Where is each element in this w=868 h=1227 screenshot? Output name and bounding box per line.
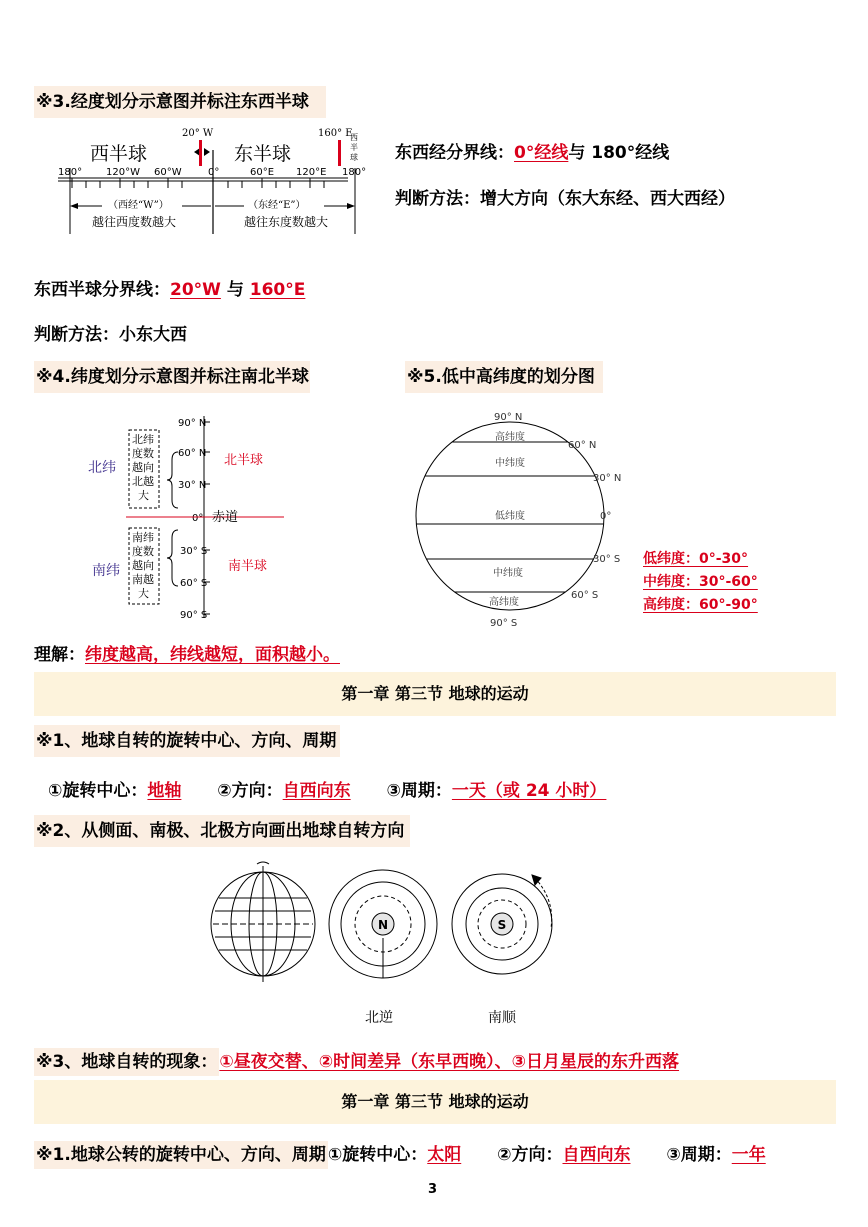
caption-south-clockwise: 南顺 xyxy=(488,1010,516,1026)
zone-top-90n: 90° N xyxy=(494,412,523,423)
legend-mid: 中纬度：30°-60° xyxy=(643,574,758,590)
revolution-center-value: 太阳 xyxy=(427,1145,462,1165)
rotation-direction-value: 自西向东 xyxy=(282,781,351,801)
meridian-boundary-line: 东西经分界线：0°经线与 180°经线 xyxy=(395,143,670,163)
lat-tick-0: 0° xyxy=(192,513,204,524)
zone-high-south: 高纬度 xyxy=(489,597,519,608)
tick-180w: 180° xyxy=(58,167,83,178)
hemisphere-boundary-line: 东西半球分界线：20°W 与 160°E xyxy=(34,280,306,300)
rotation-heading: ※1、地球自转的旋转中心、方向、周期 xyxy=(34,725,340,757)
tick-120w: 120°W xyxy=(106,167,140,178)
svg-text:度数: 度数 xyxy=(132,545,154,558)
equator-label: 赤道 xyxy=(212,510,239,525)
zone-bottom-90s: 90° S xyxy=(490,618,518,629)
east-bracket-label: （东经“E”） xyxy=(248,200,306,211)
lat-tick-90s: 90° S xyxy=(180,610,208,621)
lat-tick-60n: 60° N xyxy=(178,448,207,459)
longitude-heading: ※3.经度划分示意图并标注东西半球 xyxy=(34,86,326,118)
chapter-banner-2: 第一章 第三节 地球的运动 xyxy=(34,1080,836,1124)
svg-text:大: 大 xyxy=(138,489,149,502)
southern-hemisphere-label: 南半球 xyxy=(228,559,268,574)
zone-high-north: 高纬度 xyxy=(495,432,525,443)
east-hemisphere-label: 东半球 xyxy=(234,143,292,165)
rotation-facts: ①旋转中心：地轴 ②方向：自西向东 ③周期：一天（或 24 小时） xyxy=(48,781,607,801)
svg-text:大: 大 xyxy=(138,587,149,600)
draw-direction-heading: ※2、从侧面、南极、北极方向画出地球自转方向 xyxy=(34,815,410,847)
svg-text:南纬: 南纬 xyxy=(132,531,154,544)
west-rule: 越往西度数越大 xyxy=(92,215,177,229)
revolution-direction-value: 自西向东 xyxy=(562,1145,631,1165)
understanding-line: 理解：纬度越高，纬线越短，面积越小。 xyxy=(34,645,340,665)
lat-tick-90n: 90° N xyxy=(178,418,207,429)
svg-text:度数: 度数 xyxy=(132,447,154,460)
scale-ticks xyxy=(72,178,324,188)
lat-tick-60s: 60° S xyxy=(180,578,208,589)
revolution-line: ※1.地球公转的旋转中心、方向、周期 ①旋转中心：太阳 ②方向：自西向东 ③周期：一年 xyxy=(34,1140,766,1165)
lat-tick-30s: 30° S xyxy=(180,546,208,557)
caption-north-counterclockwise: 北逆 xyxy=(365,1010,393,1026)
zone-tick-30n: 30° N xyxy=(593,473,622,484)
svg-text:越向: 越向 xyxy=(132,461,154,474)
west-hemisphere-label: 西半球 xyxy=(90,143,148,165)
svg-text:南越: 南越 xyxy=(132,573,154,586)
zone-mid-north: 中纬度 xyxy=(495,458,525,469)
zone-mid-south: 中纬度 xyxy=(493,568,523,579)
boundary-160e-bar xyxy=(338,140,341,166)
svg-text:半: 半 xyxy=(350,143,358,152)
north-rule-text xyxy=(132,432,154,502)
tick-60w: 60°W xyxy=(154,167,182,178)
side-note-vertical xyxy=(350,133,358,162)
rotation-diagrams xyxy=(205,858,555,994)
zone-tick-60n: 60° N xyxy=(568,440,597,451)
phenomena-line xyxy=(34,1047,679,1072)
svg-text:北越: 北越 xyxy=(132,475,154,488)
south-rule-text xyxy=(132,530,154,600)
north-latitude-label: 北纬 xyxy=(88,460,116,476)
zone-low: 低纬度 xyxy=(495,511,525,522)
west-bracket-label: （西经“W”） xyxy=(108,200,169,211)
zone-tick-0: 0° xyxy=(600,511,612,522)
latitude-zones-diagram xyxy=(406,404,636,634)
hemisphere-judge-method: 判断方法：小东大西 xyxy=(34,325,187,345)
longitude-diagram xyxy=(58,126,368,238)
latitude-heading: ※4.纬度划分示意图并标注南北半球 xyxy=(34,361,310,393)
zones-heading: ※5.低中高纬度的划分图 xyxy=(405,361,603,393)
page-number: 3 xyxy=(428,1182,438,1197)
tick-120e: 120°E xyxy=(296,167,327,178)
south-pole-letter: S xyxy=(497,918,507,932)
phenomena-value: ①昼夜交替、②时间差异（东早西晚）、③日月星辰的东升西落 xyxy=(219,1052,680,1072)
chapter-banner-1: 第一章 第三节 地球的运动 xyxy=(34,672,836,716)
latitude-diagram xyxy=(84,408,294,628)
tick-0: 0° xyxy=(208,167,220,178)
zone-tick-60s: 60° S xyxy=(571,590,599,601)
svg-text:球: 球 xyxy=(350,153,358,162)
legend-low: 低纬度：0°-30° xyxy=(643,551,749,567)
revolution-heading: ※1.地球公转的旋转中心、方向、周期 xyxy=(34,1141,328,1169)
understanding-value: 纬度越高，纬线越短，面积越小。 xyxy=(85,645,340,665)
boundary-20w-bar xyxy=(199,140,202,166)
meridian-boundary-value: 0°经线 xyxy=(514,143,569,163)
mark-160e: 160° E xyxy=(318,128,353,139)
south-latitude-label: 南纬 xyxy=(92,563,120,579)
phenomena-heading: ※3、地球自转的现象： xyxy=(34,1048,219,1076)
boundary-160e: 160°E xyxy=(249,280,306,300)
legend-high: 高纬度：60°-90° xyxy=(643,597,758,613)
zone-tick-30s: 30° S xyxy=(593,554,621,565)
side-view-globe xyxy=(211,862,315,982)
northern-hemisphere-label: 北半球 xyxy=(224,453,264,468)
rotation-center-value: 地轴 xyxy=(147,781,182,801)
tick-180e: 180° xyxy=(342,167,367,178)
north-pole-letter: N xyxy=(377,918,389,932)
svg-text:西: 西 xyxy=(350,133,358,142)
tick-60e: 60°E xyxy=(250,167,275,178)
mark-20w: 20° W xyxy=(182,128,214,139)
lat-tick-30n: 30° N xyxy=(178,480,207,491)
arrow-right-icon xyxy=(204,148,210,156)
svg-text:越向: 越向 xyxy=(132,559,154,572)
longitude-judge-method: 判断方法：增大方向（东大东经、西大西经） xyxy=(395,189,735,209)
svg-text:北纬: 北纬 xyxy=(132,433,154,446)
boundary-20w: 20°W xyxy=(170,280,221,300)
rotation-period-value: 一天（或 24 小时） xyxy=(451,781,607,801)
east-rule: 越往东度数越大 xyxy=(244,215,329,229)
revolution-period-value: 一年 xyxy=(731,1145,766,1165)
